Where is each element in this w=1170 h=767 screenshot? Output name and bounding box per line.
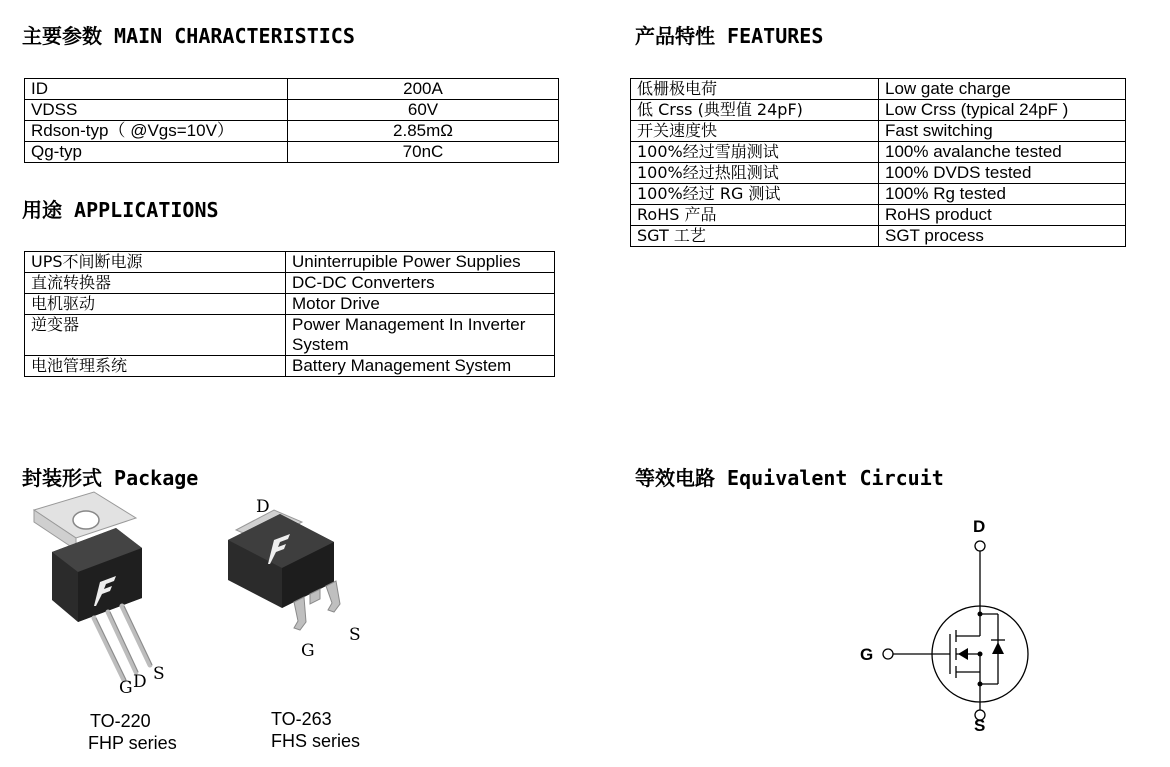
app-cn-cell: 电池管理系统 [25,356,286,377]
param-cell: Qg-typ [25,142,288,163]
table-row [25,315,555,356]
app-en-cell: Motor Drive [286,294,555,315]
value-cell: 70nC [288,142,559,163]
value-cell: 60V [288,100,559,121]
applications-table [24,251,555,377]
app-cn-cell: 直流转换器 [25,273,286,294]
table-row [25,294,555,315]
feature-cn-cell: RoHS 产品 [631,205,879,226]
feature-en-cell: Low gate charge [879,79,1126,100]
feature-en-cell: RoHS product [879,205,1126,226]
table-row [25,142,559,163]
to220-series: FHP series [88,733,177,753]
app-cn-cell: 逆变器 [25,315,286,356]
app-cn-cell: 电机驱动 [25,294,286,315]
table-row [25,252,555,273]
feature-cn-cell: 开关速度快 [631,121,879,142]
app-cn-cell: UPS不间断电源 [25,252,286,273]
to263-name: TO-263 [271,709,332,729]
table-row [631,100,1126,121]
table-row [631,184,1126,205]
to263-pin-s: S [349,625,361,645]
to220-name: TO-220 [90,711,151,731]
table-row [25,356,555,377]
value-cell: 200A [288,79,559,100]
feature-en-cell: 100% DVDS tested [879,163,1126,184]
app-en-cell: Power Management In Inverter System [286,315,555,356]
main-characteristics-table [24,78,559,163]
app-en-cell: Uninterrupible Power Supplies [286,252,555,273]
table-row [25,79,559,100]
features-table [630,78,1126,247]
feature-en-cell: 100% avalanche tested [879,142,1126,163]
main-characteristics-heading: 主要参数 MAIN CHARACTERISTICS [22,24,355,48]
param-cell: ID [25,79,288,100]
circuit-pin-g: G [860,645,874,664]
app-en-cell: Battery Management System [286,356,555,377]
package-heading: 封装形式 Package [22,466,199,490]
table-row [631,79,1126,100]
table-row [25,100,559,121]
feature-cn-cell: SGT 工艺 [631,226,879,247]
table-row [25,273,555,294]
feature-cn-cell: 100%经过雪崩测试 [631,142,879,163]
table-row [631,142,1126,163]
feature-cn-cell: 低栅极电荷 [631,79,879,100]
value-cell: 2.85mΩ [288,121,559,142]
to220-pin-s: S [153,664,165,684]
to220-package-image [24,490,199,705]
to220-pin-g: G [119,678,133,698]
circuit-pin-s: S [974,716,986,735]
table-row [631,205,1126,226]
table-row [631,226,1126,247]
feature-en-cell: 100% Rg tested [879,184,1126,205]
feature-en-cell: Fast switching [879,121,1126,142]
param-cell: Rdson-typ（ @Vgs=10V） [25,121,288,142]
features-heading: 产品特性 FEATURES [635,24,824,48]
circuit-heading: 等效电路 Equivalent Circuit [635,466,944,490]
feature-cn-cell: 100%经过热阻测试 [631,163,879,184]
to220-pin-d: D [133,672,147,692]
applications-heading: 用途 APPLICATIONS [22,198,219,222]
feature-cn-cell: 低 Crss (典型值 24pF) [631,100,879,121]
table-row [25,121,559,142]
table-row [631,163,1126,184]
equivalent-circuit-diagram [870,510,1040,740]
to263-pin-d: D [256,497,270,517]
app-en-cell: DC-DC Converters [286,273,555,294]
to263-series: FHS series [271,731,361,751]
table-row [631,121,1126,142]
param-cell: VDSS [25,100,288,121]
feature-en-cell: Low Crss (typical 24pF ) [879,100,1126,121]
to263-pin-g: G [301,641,315,661]
feature-en-cell: SGT process [879,226,1126,247]
circuit-pin-d: D [973,517,986,536]
feature-cn-cell: 100%经过 RG 测试 [631,184,879,205]
